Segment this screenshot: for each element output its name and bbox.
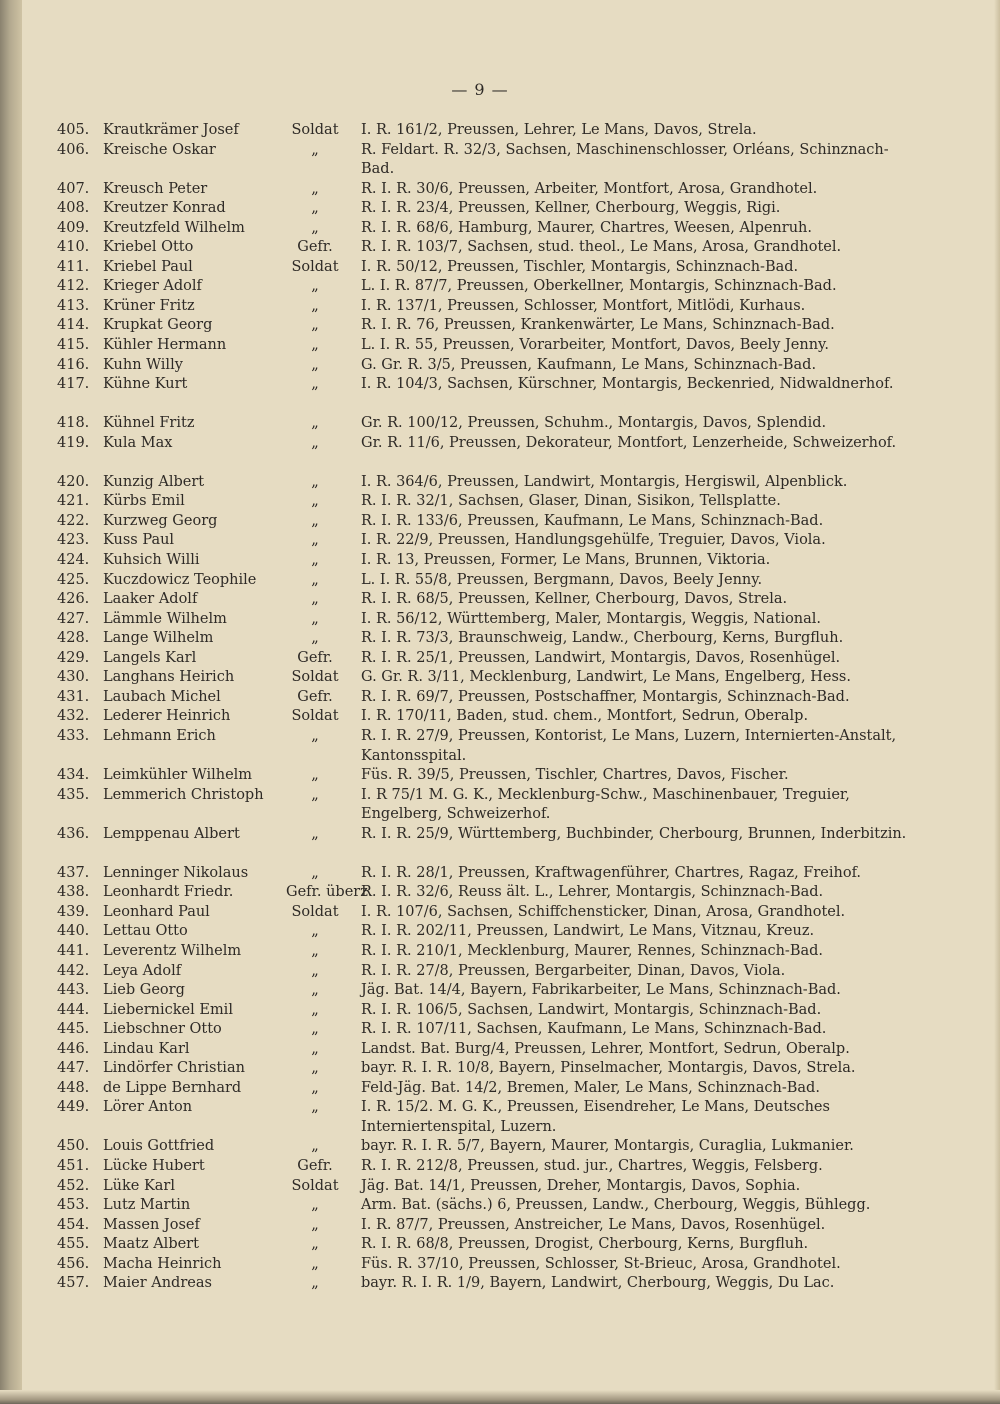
entry-number: 426. xyxy=(57,591,90,608)
entry-number: 444. xyxy=(57,1001,90,1018)
entry-rank: „ xyxy=(311,415,319,432)
entry-name: Krautkrämer Josef xyxy=(103,122,239,138)
list-item xyxy=(0,942,1000,962)
entry-name: Krieger Adolf xyxy=(103,278,202,295)
entry-name: Lettau Otto xyxy=(103,923,188,940)
list-item xyxy=(0,610,1000,630)
entry-name: Lindörfer Christian xyxy=(103,1060,245,1077)
list-item xyxy=(0,629,1000,649)
entry-name: Maier Andreas xyxy=(103,1275,212,1292)
entry-details: bayr. R. I. R. 5/7, Bayern, Maurer, Montargis, Curaglia, Lukmanier. xyxy=(361,1138,854,1155)
list-item xyxy=(0,1137,1000,1157)
entry-rank: „ xyxy=(311,532,319,549)
list-item xyxy=(0,1098,1000,1137)
entry-rank: „ xyxy=(311,473,319,490)
entry-number: 416. xyxy=(57,356,90,373)
list-item xyxy=(0,766,1000,786)
entry-name: Leonhardt Friedr. xyxy=(103,884,234,901)
entry-name: Lehmann Erich xyxy=(103,727,216,744)
entry-details: R. I. R. 28/1, Preussen, Kraftwagenführer, Chartres, Ragaz, Freihof. xyxy=(361,864,862,881)
list-item xyxy=(0,1177,1000,1197)
entry-rank: „ xyxy=(311,727,319,744)
entry-rank: Gefr. überz. xyxy=(286,884,373,901)
entry-number: 434. xyxy=(57,767,90,784)
entry-rank: „ xyxy=(311,591,319,608)
entry-number: 453. xyxy=(57,1197,90,1214)
entry-number: 455. xyxy=(57,1236,90,1253)
entry-name: Langels Karl xyxy=(103,649,197,666)
entry-details: R. I. R. 30/6, Preussen, Arbeiter, Montfort, Arosa, Grandhotel. xyxy=(361,180,818,197)
entry-name: Laaker Adolf xyxy=(103,591,198,608)
entry-details: R. I. R. 106/5, Sachsen, Landwirt, Montargis, Schinznach-Bad. xyxy=(361,1001,822,1018)
entry-number: 428. xyxy=(57,630,90,647)
entry-name: Kuhn Willy xyxy=(103,356,183,373)
list-item xyxy=(0,238,1000,258)
entry-details: L. I. R. 55, Preussen, Vorarbeiter, Montfort, Davos, Beely Jenny. xyxy=(361,337,829,354)
entry-details: I. R. 87/7, Preussen, Anstreicher, Le Mans, Davos, Rosenhügel. xyxy=(361,1216,826,1233)
list-item xyxy=(0,512,1000,532)
list-item xyxy=(0,707,1000,727)
entry-details: R. I. R. 76, Preussen, Krankenwärter, Le Mans, Schinznach-Bad. xyxy=(361,317,835,334)
entry-rank: „ xyxy=(311,610,319,627)
entry-details: Jäg. Bat. 14/4, Bayern, Fabrikarbeiter, Le Mans, Schinznach-Bad. xyxy=(361,982,841,999)
entry-rank: „ xyxy=(311,786,319,803)
entry-name: Massen Josef xyxy=(103,1216,200,1233)
entry-details: G. Gr. R. 3/5, Preussen, Kaufmann, Le Mans, Schinznach-Bad. xyxy=(361,356,817,373)
entry-rank: Soldat xyxy=(291,903,339,920)
entry-rank: „ xyxy=(311,864,319,881)
entry-name: Lutz Martin xyxy=(103,1197,191,1214)
entry-name: Kühne Kurt xyxy=(103,376,188,393)
entry-details: R. I. R. 210/1, Mecklenburg, Maurer, Rennes, Schinznach-Bad. xyxy=(361,942,824,959)
list-item xyxy=(0,903,1000,923)
entry-name: Lüke Karl xyxy=(103,1177,175,1194)
list-item xyxy=(0,864,1000,884)
entry-rank: „ xyxy=(311,278,319,295)
entry-name: Krüner Fritz xyxy=(103,297,195,314)
entry-number: 419. xyxy=(57,434,90,451)
entry-rank: „ xyxy=(311,512,319,529)
entry-number: 456. xyxy=(57,1255,90,1272)
entry-name: Kriebel Paul xyxy=(103,258,193,275)
entry-details: R. I. R. 107/11, Sachsen, Kaufmann, Le Mans, Schinznach-Bad. xyxy=(361,1021,827,1038)
entry-rank: „ xyxy=(311,1236,319,1253)
entry-rank: Gefr. xyxy=(297,649,333,666)
list-item xyxy=(0,668,1000,688)
list-item xyxy=(0,1157,1000,1177)
entry-rank: „ xyxy=(311,337,319,354)
entry-rank: „ xyxy=(311,962,319,979)
entry-number: 424. xyxy=(57,552,90,569)
entry-name: Macha Heinrich xyxy=(103,1255,222,1272)
entry-rank: „ xyxy=(311,1099,319,1116)
entry-details: R. Feldart. R. 32/3, Sachsen, Maschinenschlosser, Orléans, Schinznach-Bad. xyxy=(361,141,889,178)
entry-rank: „ xyxy=(311,942,319,959)
list-item xyxy=(0,316,1000,336)
entry-rank: Gefr. xyxy=(297,239,333,256)
entry-name: Lücke Hubert xyxy=(103,1157,205,1174)
entry-name: Kürbs Emil xyxy=(103,493,185,510)
entry-number: 439. xyxy=(57,903,90,920)
entry-details: I. R. 170/11, Baden, stud. chem., Montfort, Sedrun, Oberalp. xyxy=(361,708,809,725)
list-item xyxy=(0,356,1000,376)
entry-rank: „ xyxy=(311,141,319,158)
list-item xyxy=(0,981,1000,1001)
entry-name: Kriebel Otto xyxy=(103,239,194,256)
entry-number: 415. xyxy=(57,337,90,354)
entry-details: R. I. R. 25/1, Preussen, Landwirt, Montargis, Davos, Rosenhügel. xyxy=(361,649,841,666)
entry-details: Landst. Bat. Burg/4, Preussen, Lehrer, Montfort, Sedrun, Oberalp. xyxy=(361,1040,850,1057)
entry-number: 406. xyxy=(57,141,90,158)
entry-details: bayr. R. I. R. 10/8, Bayern, Pinselmacher, Montargis, Davos, Strela. xyxy=(361,1060,856,1077)
entry-name: Lemmerich Christoph xyxy=(103,786,264,803)
entry-details: I. R. 161/2, Preussen, Lehrer, Le Mans, Davos, Strela. xyxy=(361,122,757,138)
list-item xyxy=(0,551,1000,571)
entry-name: Kuhsich Willi xyxy=(103,552,200,569)
entry-details: R. I. R. 103/7, Sachsen, stud. theol., Le Mans, Arosa, Grandhotel. xyxy=(361,239,842,256)
entry-name: Kühnel Fritz xyxy=(103,415,195,432)
entry-rank: „ xyxy=(311,317,319,334)
entry-number: 421. xyxy=(57,493,90,510)
entry-name: Lange Wilhelm xyxy=(103,630,214,647)
entry-number: 435. xyxy=(57,786,90,803)
entry-rank: „ xyxy=(311,767,319,784)
entry-number: 448. xyxy=(57,1079,90,1096)
entry-number: 410. xyxy=(57,239,90,256)
entry-name: Kurzweg Georg xyxy=(103,512,218,529)
entry-name: Kreische Oskar xyxy=(103,141,216,158)
entry-rank: „ xyxy=(311,923,319,940)
entry-number: 442. xyxy=(57,962,90,979)
entry-name: Kula Max xyxy=(103,434,173,451)
entry-number: 436. xyxy=(57,825,90,842)
entry-rank: Soldat xyxy=(291,708,339,725)
entry-rank: „ xyxy=(311,376,319,393)
entry-name: Kunzig Albert xyxy=(103,473,205,490)
entry-number: 408. xyxy=(57,200,90,217)
entry-details: R. I. R. 27/8, Preussen, Bergarbeiter, Dinan, Davos, Viola. xyxy=(361,962,786,979)
entry-details: G. Gr. R. 3/11, Mecklenburg, Landwirt, Le Mans, Engelberg, Hess. xyxy=(361,669,851,686)
list-item xyxy=(0,199,1000,219)
list-item xyxy=(0,1216,1000,1236)
entry-details: R. I. R. 73/3, Braunschweig, Landw., Cherbourg, Kerns, Burgfluh. xyxy=(361,630,844,647)
entry-rank: „ xyxy=(311,571,319,588)
entry-rank: „ xyxy=(311,1001,319,1018)
entry-details: R. I. R. 68/8, Preussen, Drogist, Cherbourg, Kerns, Burgfluh. xyxy=(361,1236,809,1253)
entry-details: I. R. 15/2. M. G. K., Preussen, Eisendreher, Le Mans, Deutsches Interniertenspital, Luzern. xyxy=(361,1099,830,1135)
list-item xyxy=(0,473,1000,493)
entry-details: R. I. R. 23/4, Preussen, Kellner, Cherbourg, Weggis, Rigi. xyxy=(361,200,781,217)
entry-details: I. R. 107/6, Sachsen, Schiffchensticker, Dinan, Arosa, Grandhotel. xyxy=(361,903,846,920)
entry-details: L. I. R. 87/7, Preussen, Oberkellner, Montargis, Schinznach-Bad. xyxy=(361,278,837,295)
list-item xyxy=(0,121,1000,141)
entry-details: I. R. 137/1, Preussen, Schlosser, Montfort, Mitlödi, Kurhaus. xyxy=(361,297,806,314)
entry-number: 450. xyxy=(57,1138,90,1155)
list-item xyxy=(0,219,1000,239)
entry-rank: Soldat xyxy=(291,669,339,686)
entry-details: R. I. R. 212/8, Preussen, stud. jur., Chartres, Weggis, Felsberg. xyxy=(361,1157,823,1174)
entry-number: 433. xyxy=(57,727,90,744)
entry-number: 417. xyxy=(57,376,90,393)
entry-number: 449. xyxy=(57,1099,90,1116)
entry-details: I. R. 364/6, Preussen, Landwirt, Montargis, Hergiswil, Alpenblick. xyxy=(361,473,848,490)
entry-name: Lämmle Wilhelm xyxy=(103,610,227,627)
entry-details: R. I. R. 32/6, Reuss ält. L., Lehrer, Montargis, Schinznach-Bad. xyxy=(361,884,824,901)
entry-rank: „ xyxy=(311,1216,319,1233)
list-item xyxy=(0,434,1000,473)
entry-rank: Gefr. xyxy=(297,1157,333,1174)
list-item xyxy=(0,590,1000,610)
entry-details: R. I. R. 32/1, Sachsen, Glaser, Dinan, Sisikon, Tellsplatte. xyxy=(361,493,781,510)
list-item xyxy=(0,1274,1000,1294)
list-item xyxy=(0,258,1000,278)
entry-number: 443. xyxy=(57,982,90,999)
list-item xyxy=(0,375,1000,414)
list-item xyxy=(0,922,1000,942)
entry-name: Maatz Albert xyxy=(103,1236,199,1253)
entry-number: 445. xyxy=(57,1021,90,1038)
entry-name: Lenninger Nikolaus xyxy=(103,864,249,881)
entry-name: Louis Gottfried xyxy=(103,1138,215,1155)
list-item xyxy=(0,336,1000,356)
list-item xyxy=(0,531,1000,551)
list-item xyxy=(0,492,1000,512)
entry-rank: „ xyxy=(311,180,319,197)
entry-number: 422. xyxy=(57,512,90,529)
entry-name: Langhans Heirich xyxy=(103,669,235,686)
entry-number: 418. xyxy=(57,415,90,432)
entry-name: de Lippe Bernhard xyxy=(103,1079,242,1096)
list-item xyxy=(0,180,1000,200)
entry-rank: „ xyxy=(311,297,319,314)
list-item xyxy=(0,297,1000,317)
list-item xyxy=(0,1079,1000,1099)
list-item xyxy=(0,786,1000,825)
entry-name: Laubach Michel xyxy=(103,688,221,705)
entry-name: Kühler Hermann xyxy=(103,337,227,354)
entry-details: R. I. R. 25/9, Württemberg, Buchbinder, Cherbourg, Brunnen, Inderbitzin. xyxy=(361,825,907,842)
list-item xyxy=(0,141,1000,180)
entry-number: 447. xyxy=(57,1060,90,1077)
entry-name: Lemppenau Albert xyxy=(103,825,240,842)
entry-rank: „ xyxy=(311,1040,319,1057)
list-item xyxy=(0,649,1000,669)
entry-rank: „ xyxy=(311,493,319,510)
entry-name: Lörer Anton xyxy=(103,1099,193,1116)
page-bottom-edge xyxy=(0,1390,1000,1404)
entry-details: Arm. Bat. (sächs.) 6, Preussen, Landw., Cherbourg, Weggis, Bühlegg. xyxy=(361,1197,871,1214)
entry-number: 441. xyxy=(57,942,90,959)
entry-rank: „ xyxy=(311,982,319,999)
entry-name: Lieb Georg xyxy=(103,982,185,999)
entry-details: bayr. R. I. R. 1/9, Bayern, Landwirt, Cherbourg, Weggis, Du Lac. xyxy=(361,1275,835,1292)
list-item xyxy=(0,688,1000,708)
entry-rank: „ xyxy=(311,1138,319,1155)
list-item xyxy=(0,571,1000,591)
entry-number: 432. xyxy=(57,708,90,725)
entry-rank: „ xyxy=(311,825,319,842)
entry-rank: Soldat xyxy=(291,258,339,275)
entry-number: 451. xyxy=(57,1157,90,1174)
entry-number: 405. xyxy=(57,122,90,138)
entry-name: Kuczdowicz Teophile xyxy=(103,571,257,588)
entry-rank: Soldat xyxy=(291,1177,339,1194)
entry-details: Füs. R. 39/5, Preussen, Tischler, Chartres, Davos, Fischer. xyxy=(361,767,789,784)
entry-number: 452. xyxy=(57,1177,90,1194)
entry-details: R. I. R. 68/5, Preussen, Kellner, Cherbourg, Davos, Strela. xyxy=(361,591,788,608)
list-item xyxy=(0,727,1000,766)
entry-details: L. I. R. 55/8, Preussen, Bergmann, Davos, Beely Jenny. xyxy=(361,571,763,588)
entry-name: Lederer Heinrich xyxy=(103,708,231,725)
entry-details: Gr. R. 100/12, Preussen, Schuhm., Montargis, Davos, Splendid. xyxy=(361,415,827,432)
entry-name: Liebschner Otto xyxy=(103,1021,222,1038)
entry-rank: „ xyxy=(311,1275,319,1292)
entry-number: 431. xyxy=(57,688,90,705)
entry-details: Jäg. Bat. 14/1, Preussen, Dreher, Montargis, Davos, Sophia. xyxy=(361,1177,801,1194)
list-item xyxy=(0,962,1000,982)
entry-name: Leonhard Paul xyxy=(103,903,210,920)
list-item xyxy=(0,1001,1000,1021)
list-item xyxy=(0,1040,1000,1060)
entry-name: Liebernickel Emil xyxy=(103,1001,233,1018)
entry-number: 420. xyxy=(57,473,90,490)
entry-name: Kuss Paul xyxy=(103,532,175,549)
entry-details: I. R. 13, Preussen, Former, Le Mans, Brunnen, Viktoria. xyxy=(361,552,771,569)
entry-rank: „ xyxy=(311,552,319,569)
entry-rank: „ xyxy=(311,200,319,217)
entry-number: 409. xyxy=(57,219,90,236)
entry-name: Kreusch Peter xyxy=(103,180,208,197)
list-item xyxy=(0,414,1000,434)
entry-rank: „ xyxy=(311,1060,319,1077)
entry-details: I. R. 56/12, Württemberg, Maler, Montargis, Weggis, National. xyxy=(361,610,822,627)
internee-list xyxy=(0,121,1000,1294)
list-item xyxy=(0,1255,1000,1275)
entry-number: 407. xyxy=(57,180,90,197)
entry-number: 430. xyxy=(57,669,90,686)
list-item xyxy=(0,825,1000,864)
entry-number: 425. xyxy=(57,571,90,588)
entry-number: 446. xyxy=(57,1040,90,1057)
entry-number: 411. xyxy=(57,258,90,275)
entry-number: 437. xyxy=(57,864,90,881)
entry-number: 413. xyxy=(57,297,90,314)
entry-name: Lindau Karl xyxy=(103,1040,190,1057)
entry-details: R. I. R. 27/9, Preussen, Kontorist, Le Mans, Luzern, Internierten-Anstalt, Kantonsspital. xyxy=(361,727,897,764)
page-number: — 9 — xyxy=(451,80,509,99)
entry-rank: „ xyxy=(311,1021,319,1038)
entry-number: 412. xyxy=(57,278,90,295)
entry-rank: „ xyxy=(311,219,319,236)
list-item xyxy=(0,1059,1000,1079)
list-item xyxy=(0,1235,1000,1255)
list-item xyxy=(0,1196,1000,1216)
entry-number: 454. xyxy=(57,1216,90,1233)
entry-details: I. R. 50/12, Preussen, Tischler, Montargis, Schinznach-Bad. xyxy=(361,258,799,275)
entry-details: R. I. R. 68/6, Hamburg, Maurer, Chartres, Weesen, Alpenruh. xyxy=(361,219,812,236)
entry-number: 429. xyxy=(57,649,90,666)
entry-name: Leya Adolf xyxy=(103,962,182,979)
entry-rank: „ xyxy=(311,1197,319,1214)
entry-rank: „ xyxy=(311,1079,319,1096)
entry-name: Krupkat Georg xyxy=(103,317,213,334)
entry-rank: „ xyxy=(311,1255,319,1272)
entry-rank: „ xyxy=(311,630,319,647)
list-item xyxy=(0,1020,1000,1040)
entry-name: Kreutzer Konrad xyxy=(103,200,226,217)
entry-details: I. R. 22/9, Preussen, Handlungsgehülfe, Treguier, Davos, Viola. xyxy=(361,532,826,549)
entry-name: Leverentz Wilhelm xyxy=(103,942,242,959)
list-item xyxy=(0,883,1000,903)
entry-number: 438. xyxy=(57,884,90,901)
entry-rank: „ xyxy=(311,434,319,451)
entry-details: R. I. R. 202/11, Preussen, Landwirt, Le Mans, Vitznau, Kreuz. xyxy=(361,923,815,940)
entry-rank: Soldat xyxy=(291,122,339,138)
entry-details: R. I. R. 69/7, Preussen, Postschaffner, Montargis, Schinznach-Bad. xyxy=(361,688,850,705)
entry-number: 423. xyxy=(57,532,90,549)
entry-name: Kreutzfeld Wilhelm xyxy=(103,219,245,236)
list-item xyxy=(0,277,1000,297)
entry-details: I. R 75/1 M. G. K., Mecklenburg-Schw., Maschinenbauer, Treguier, Engelberg, Schweizerhof. xyxy=(361,786,850,823)
entry-details: Feld-Jäg. Bat. 14/2, Bremen, Maler, Le Mans, Schinznach-Bad. xyxy=(361,1079,820,1096)
entry-number: 427. xyxy=(57,610,90,627)
entry-rank: Gefr. xyxy=(297,688,333,705)
entry-number: 457. xyxy=(57,1275,90,1292)
entry-number: 414. xyxy=(57,317,90,334)
entry-details: Füs. R. 37/10, Preussen, Schlosser, St-Brieuc, Arosa, Grandhotel. xyxy=(361,1255,841,1272)
entry-details: I. R. 104/3, Sachsen, Kürschner, Montargis, Beckenried, Nidwaldnerhof. xyxy=(361,376,894,393)
entry-number: 440. xyxy=(57,923,90,940)
entry-details: R. I. R. 133/6, Preussen, Kaufmann, Le Mans, Schinznach-Bad. xyxy=(361,512,824,529)
entry-name: Leimkühler Wilhelm xyxy=(103,767,253,784)
entry-details: Gr. R. 11/6, Preussen, Dekorateur, Montfort, Lenzerheide, Schweizerhof. xyxy=(361,434,897,451)
entry-rank: „ xyxy=(311,356,319,373)
